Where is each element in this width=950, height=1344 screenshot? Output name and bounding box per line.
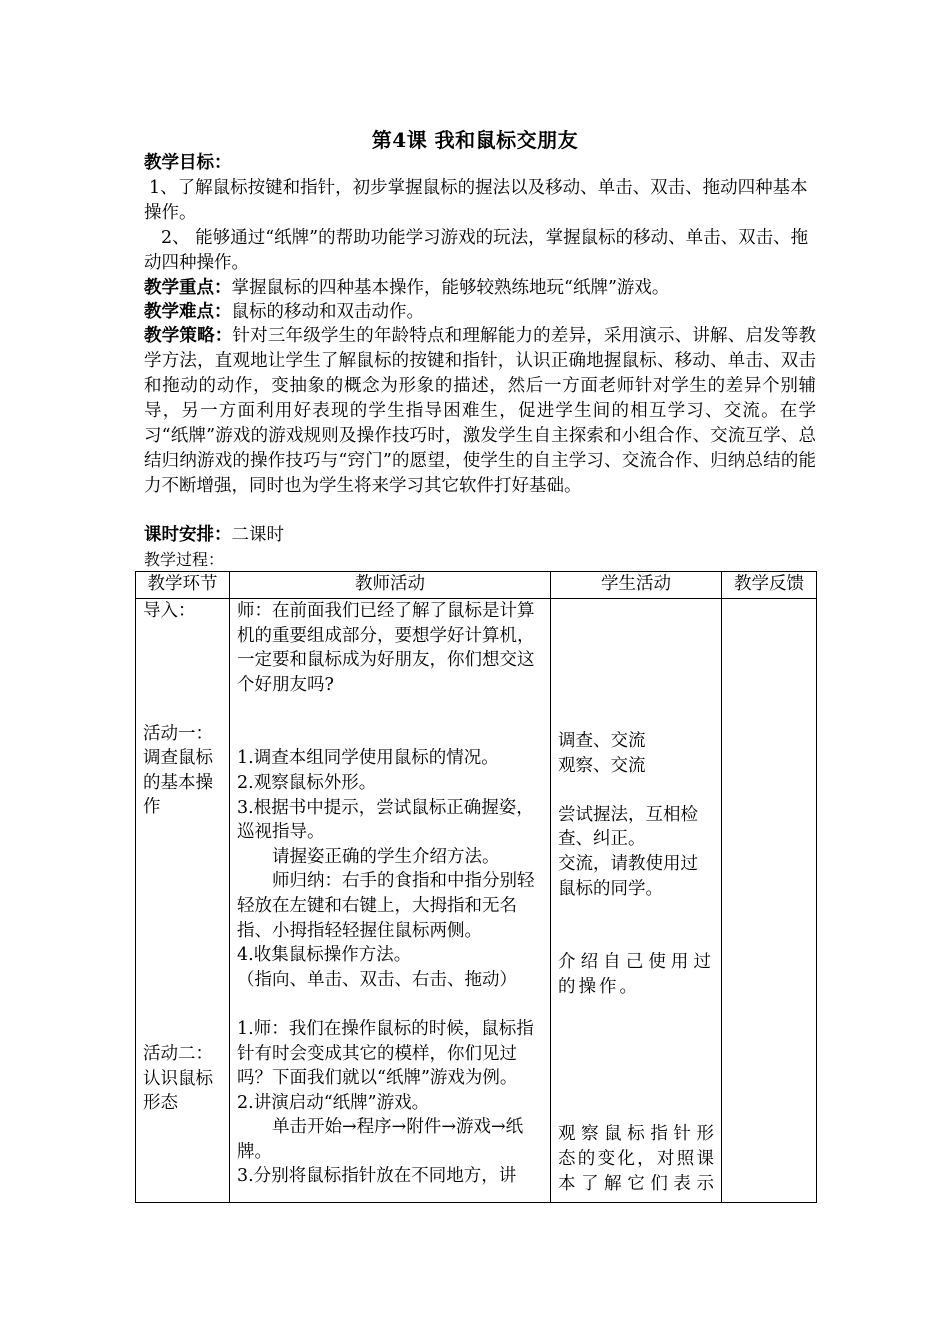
stage-activity-2-label: 活动二： — [143, 1043, 213, 1064]
schedule-section — [144, 523, 816, 548]
process-label: 教学过程： — [144, 550, 225, 569]
difficulties-section — [144, 300, 816, 325]
lesson-title: 第4课 我和鼠标交朋友 — [371, 128, 579, 152]
student-observe-pointer-1: 观察鼠标指针形 — [558, 1124, 714, 1145]
teacher-step-4-note: （指向、单击、双击、右击、拖动） — [237, 969, 517, 990]
stage-activity-1-line-1: 调查鼠标 — [143, 748, 213, 769]
teacher-activity-2-path: 单击开始→程序→附件→游戏→纸牌。 — [237, 1117, 524, 1162]
stage-intro: 导入： — [143, 601, 196, 621]
key-points-label: 教学重点： — [144, 278, 232, 298]
teacher-activity-2-step-3: 3.分别将鼠标指针放在不同地方，讲 — [237, 1166, 517, 1187]
student-survey: 调查、交流 — [558, 731, 646, 751]
teacher-intro: 师：在前面我们已经了解了鼠标是计算机的重要组成部分，要想学好计算机，一定要和鼠标成为好朋友，你们想交这个好朋友吗? — [237, 601, 535, 695]
header-feedback: 教学反馈 — [722, 572, 817, 599]
teacher-step-1: 1.调查本组同学使用鼠标的情况。 — [237, 748, 499, 769]
table-row — [136, 599, 817, 1203]
strategy-label: 教学策略： — [144, 326, 233, 346]
lesson-plan-table — [135, 571, 817, 1203]
key-points-text: 掌握鼠标的四种基本操作，能够较熟练地玩“纸牌”游戏。 — [231, 278, 670, 298]
teacher-activity-2-step-2: 2.讲演启动“纸牌”游戏。 — [237, 1092, 430, 1113]
student-cell — [551, 599, 722, 1203]
header-student: 学生活动 — [551, 572, 722, 599]
stage-cell — [136, 599, 230, 1203]
teacher-step-3-note: 请握姿正确的学生介绍方法。 — [272, 846, 500, 867]
student-observe-pointer-2: 态的变化，对照课 — [558, 1148, 714, 1169]
student-observe: 观察、交流 — [558, 755, 646, 776]
student-try-grip: 尝试握法，互相检查、纠正。 — [558, 804, 698, 850]
teacher-step-2: 2.观察鼠标外形。 — [237, 772, 377, 793]
table-header-row — [136, 572, 817, 599]
teacher-cell — [230, 599, 551, 1203]
key-points-section — [144, 276, 816, 301]
teacher-activity-2-step-1: 1.师：我们在操作鼠标的时候，鼠标指针有时会变成其它的模样，你们见过吗？下面我们就以“纸牌”游戏为例。 — [237, 1018, 534, 1089]
objective-item-1: 1、了解鼠标按键和指针，初步掌握鼠标的握法以及移动、单击、双击、拖动四种基本操作。 — [144, 178, 808, 223]
schedule-label: 课时安排： — [144, 525, 232, 545]
strategy-text: 针对三年级学生的年龄特点和理解能力的差异，采用演示、讲解、启发等教学方法，直观地让学生了解鼠标的按键和指针，认识正确地握鼠标、移动、单击、双击和拖动的动作，变抽象的概念为形象的描述，然后一方面老师针对学生的差异个别辅导，另一方面利用好表现的学生指导困难生，促进学生间的相互学习、交流。在学习“纸牌”游戏的游戏规则及操作技巧时，激发学生自主探索和小组合作、交流互学、总结归纳游戏的操作技巧与“窍门”的愿望，使学生的自主学习、交流合作、归纳总结的能力不断增强，同时也为学生将来学习其它软件打好基础。 — [144, 326, 817, 496]
student-exchange: 交流，请教使用过鼠标的同学。 — [558, 853, 698, 899]
stage-activity-1-line-3: 作 — [143, 797, 161, 818]
teacher-step-3: 3.根据书中提示，尝试鼠标正确握姿，巡视指导。 — [237, 797, 534, 843]
teacher-summary: 师归纳：右手的食指和中指分别轻轻放在左键和右键上，大拇指和无名指、小拇指轻轻握住鼠标两侧。 — [237, 871, 535, 941]
header-stage: 教学环节 — [136, 572, 230, 599]
strategy-section — [144, 324, 816, 499]
objectives-section — [144, 151, 816, 276]
stage-activity-1-label: 活动一： — [143, 723, 213, 744]
teacher-step-4: 4.收集鼠标操作方法。 — [237, 945, 412, 966]
student-introduce: 介绍自己使用过的操作。 — [558, 952, 714, 997]
difficulties-text: 鼠标的移动和双击动作。 — [231, 302, 424, 322]
stage-activity-2-line-2: 形态 — [143, 1093, 178, 1114]
header-teacher: 教师活动 — [230, 572, 551, 599]
feedback-cell — [722, 599, 817, 1203]
difficulties-label: 教学难点： — [144, 302, 232, 322]
stage-activity-2-line-1: 认识鼠标 — [143, 1068, 213, 1089]
student-observe-pointer-3: 本了解它们表示 — [558, 1173, 714, 1194]
objective-item-2: 2、 能够通过“纸牌”的帮助功能学习游戏的玩法，掌握鼠标的移动、单击、双击、拖动四种操作。 — [144, 228, 809, 273]
schedule-text: 二课时 — [231, 525, 284, 545]
stage-activity-1-line-2: 的基本操 — [143, 772, 213, 793]
objectives-label: 教学目标： — [144, 153, 232, 173]
